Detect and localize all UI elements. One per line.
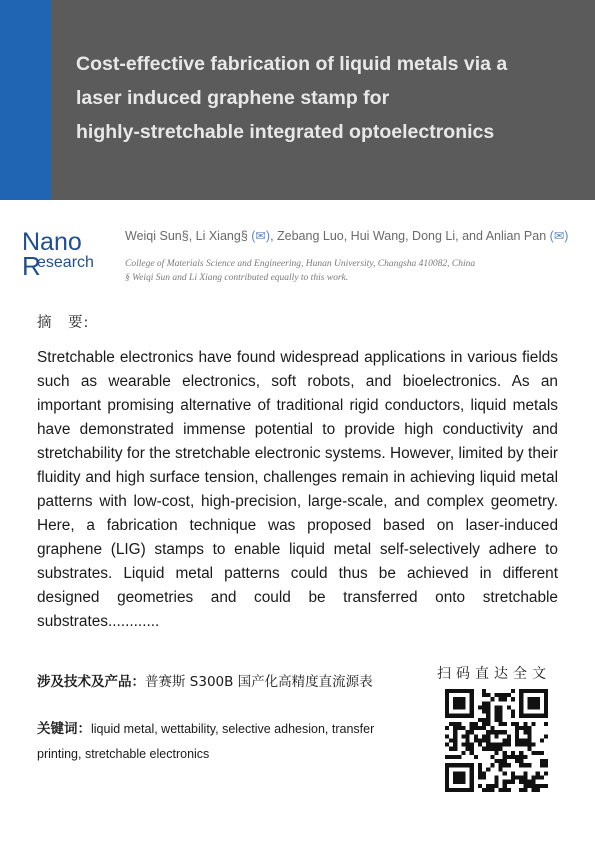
authors-part2: , Zebang Luo, Hui Wang, Dong Li, and Anlian Pan <box>270 229 550 243</box>
contribution-note: § Weiqi Sun and Li Xiang contributed equally to this work. <box>125 273 349 283</box>
keywords <box>37 717 377 767</box>
affiliation-line: College of Materials Science and Engineering, Hunan University, Changsha 410082, China <box>125 259 476 269</box>
abstract-label: 摘 要: <box>37 315 90 331</box>
abstract-text: Stretchable electronics have found widespread applications in various fields such as wearable electronics, soft robots, and bioelectronics. As an important promising alternative of traditional rigid conductors, liquid metals have demonstrated immense potential to provide high conductivity and stretchability for the stretchable electronic systems. However, limited by their fluidity and high surface tension, challenges remain in achieving liquid metal patterns with low-cost, high-precision, large-scale, and complex geometry. Here, a fabrication technique was proposed based on laser-induced graphene (LIG) stamps to enable liquid metal self-selectively adhere to substrates. Liquid metal patterns could thus be achieved in different designed geometries and could be transferred onto stretchable substrates............ <box>37 349 558 630</box>
accent-stripe <box>0 0 51 200</box>
keywords-value: liquid metal, wettability, selective adhesion, transfer printing, stretchable electronics <box>37 722 375 761</box>
email-icon[interactable]: (✉) <box>549 229 569 243</box>
email-icon[interactable]: (✉) <box>251 229 271 243</box>
author-list <box>125 228 585 243</box>
logo-nano: Nano <box>22 228 82 256</box>
title-line: highly-stretchable integrated optoelectronics <box>76 121 495 143</box>
qr-code-icon[interactable] <box>445 689 548 792</box>
logo-esearch: esearch <box>37 254 94 271</box>
tech-label: 涉及技术及产品： <box>37 674 145 690</box>
keywords-label: 关键词： <box>37 721 91 737</box>
authors-part1: Weiqi Sun§, Li Xiang§ <box>125 229 252 243</box>
title-line: laser induced graphene stamp for <box>76 87 390 109</box>
nano-research-logo <box>22 228 122 278</box>
affiliation <box>125 257 585 285</box>
qr-caption: 扫码直达全文 <box>437 666 551 682</box>
tech-value: 普赛斯 S300B 国产化高精度直流源表 <box>145 674 373 690</box>
tech-products <box>37 670 373 690</box>
title-line: Cost-effective fabrication of liquid metals via a <box>76 53 508 75</box>
logo-r: R <box>22 251 41 278</box>
title-banner <box>0 0 595 200</box>
paper-title <box>76 47 576 149</box>
